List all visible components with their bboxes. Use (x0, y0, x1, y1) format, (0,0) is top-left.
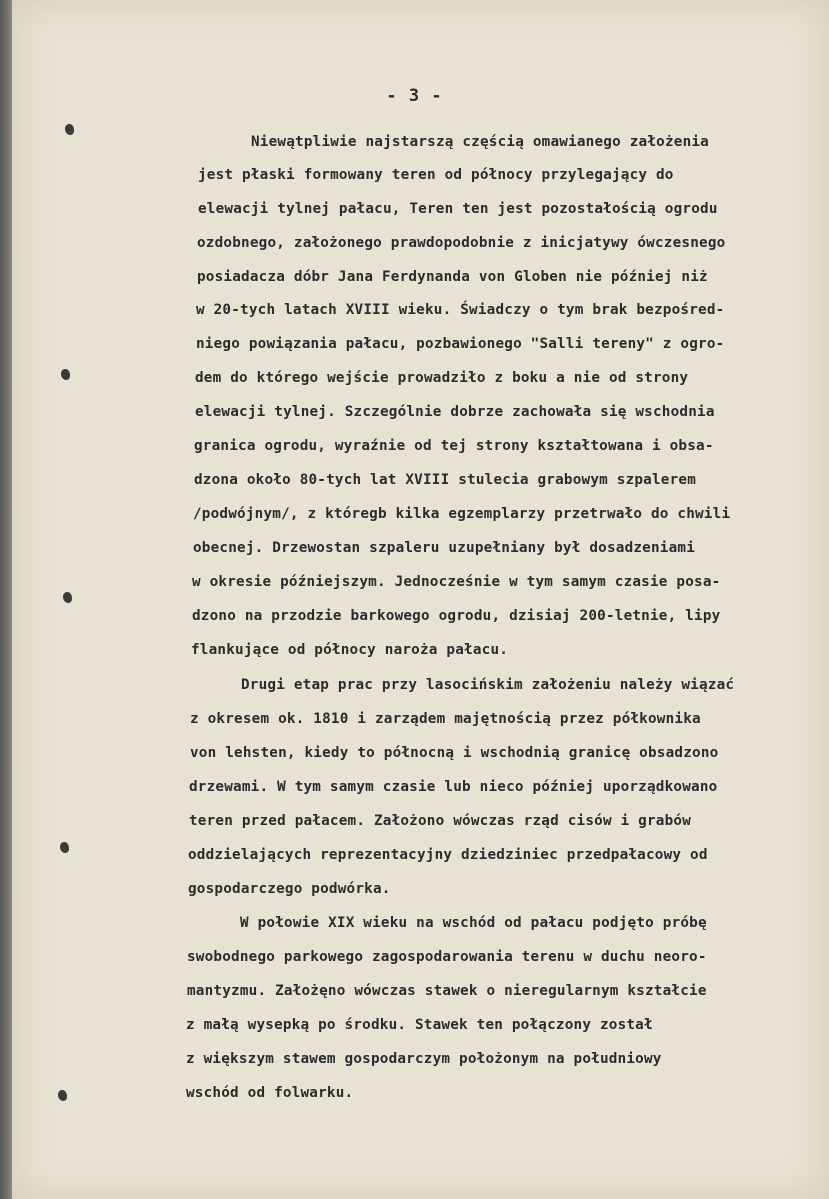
text-line: teren przed pałacem. Założono wówczas rząd cisów i grabów (189, 813, 692, 829)
text-line: elewacji tylnej pałacu, Teren ten jest pozostałością ogrodu (198, 201, 718, 217)
text-line: dem do którego wejście prowadziło z boku a nie od strony (195, 370, 689, 386)
text-line: mantyzmu. Założęno wówczas stawek o nieregularnym kształcie (187, 983, 707, 999)
page-number: - 3 - (386, 86, 443, 106)
text-line: oddzielających reprezentacyjny dziedziniec przedpałacowy od (188, 847, 708, 863)
scan-left-edge (0, 0, 12, 1199)
text-line: W połowie XIX wieku na wschód od pałacu podjęto próbę (240, 915, 707, 931)
text-line: z małą wysepką po środku. Stawek ten połączony został (186, 1017, 653, 1033)
punch-mark (61, 369, 70, 380)
text-line: z większym stawem gospodarczym położonym na południowy (186, 1051, 662, 1067)
punch-mark (63, 592, 72, 603)
text-line: ozdobnego, założonego prawdopodobnie z inicjatywy ówczesnego (197, 235, 726, 251)
punch-mark (58, 1090, 67, 1101)
text-line: w 20-tych latach XVIII wieku. Świadczy o tym brak bezpośred- (196, 302, 725, 318)
text-line: /podwójnym/, z któregb kilka egzemplarzy przetrwało do chwili (193, 506, 731, 522)
text-line: Drugi etap prac przy lasocińskim założeniu należy wiązać (241, 677, 735, 693)
text-line: dzono na przodzie barkowego ogrodu, dzisiaj 200-letnie, lipy (192, 608, 721, 624)
text-line: flankujące od północy naroża pałacu. (191, 642, 509, 658)
punch-mark (60, 842, 69, 853)
text-line: swobodnego parkowego zagospodarowania terenu w duchu neoro- (187, 949, 707, 965)
text-line: obecnej. Drzewostan szpaleru uzupełniany był dosadzeniami (193, 540, 696, 556)
text-line: von lehsten, kiedy to północną i wschodnią granicę obsadzono (190, 745, 719, 761)
text-line: Niewątpliwie najstarszą częścią omawianego założenia (251, 134, 709, 150)
text-line: drzewami. W tym samym czasie lub nieco później uporządkowano (189, 779, 718, 795)
text-line: z okresem ok. 1810 i zarządem majętnością przez półkownika (190, 711, 701, 727)
text-line: posiadacza dóbr Jana Ferdynanda von Globen nie później niż (197, 269, 708, 285)
text-line: wschód od folwarku. (186, 1085, 354, 1101)
text-line: w okresie późniejszym. Jednocześnie w tym samym czasie posa- (192, 574, 721, 590)
text-line: granica ogrodu, wyraźnie od tej strony kształtowana i obsa- (194, 438, 714, 454)
text-line: niego powiązania pałacu, pozbawionego "Salli tereny" z ogro- (196, 336, 725, 352)
text-line: gospodarczego podwórka. (188, 881, 391, 897)
text-line: jest płaski formowany teren od północy przylegający do (198, 167, 674, 183)
text-line: dzona około 80-tych lat XVIII stulecia grabowym szpalerem (194, 472, 697, 488)
text-line: elewacji tylnej. Szczególnie dobrze zachowała się wschodnia (195, 404, 715, 420)
punch-mark (65, 124, 74, 135)
